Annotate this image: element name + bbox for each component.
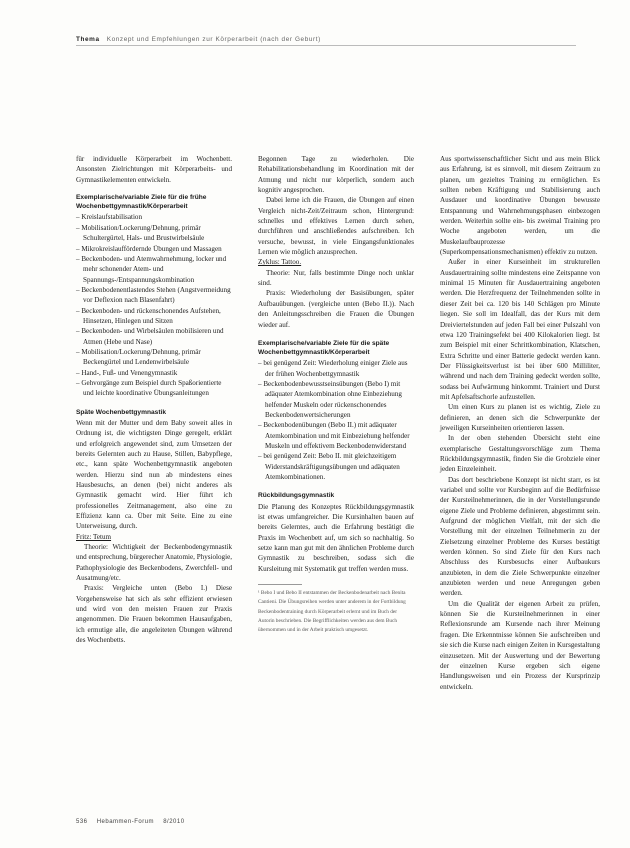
list-item: – Beckenbodenentlastendes Stehen (Angstvermeidung vor Deflexion nach Blasenfahrt) xyxy=(76,285,232,306)
col1-paragraph: Wenn mit der Mutter und dem Baby soweit alles in Ordnung ist, die wichtigsten Dinge geregelt, erklärt und erfolgreich angewendet sind, zum Umsetzen der bereits Gelernten auch zu Hause, Stillen, Babypflege, etc., kann späte Wochenbettgymnastik angeboten werden. Hierzu sind nun ab mindestens eines Hausbesuchs, an denen (bei) nicht anderes als Gymnastik gemacht wird. Hier führt ich professionelles Zeitmanagement, also eine zu Effizienz kann ca. Über mit Seite. Eine zu eine Unterweisung, durch. xyxy=(76,418,232,531)
col1-heading-late: Späte Wochenbettgymnastik xyxy=(76,408,167,416)
list-item: – Hand-, Fuß- und Venengymnastik xyxy=(76,368,232,378)
col3-paragraph: In der oben stehenden Übersicht steht eine exemplarische Gestaltungsvorschläge zum Thema Rückbildungsgymnastik, finden Sie die Grobziele einer jeden Einzeleinheit. xyxy=(440,434,600,474)
list-item: – Mobilisation/Lockerung/Dehnung, primär Beckengürtel und Lendenwirbelsäule xyxy=(76,347,232,368)
col2-heading-late-goals: Exemplarische/variable Ziele für die späte Wochenbettgymnastik/Körperarbeit xyxy=(258,339,390,357)
col1-heading-early: Exemplarische/variable Ziele für die frühe Wochenbettgymnastik/Körperarbeit xyxy=(76,194,207,211)
column-1 xyxy=(76,154,232,645)
col3-paragraph: Aus sportwissenschaftlicher Sicht und aus mein Blick aus Erfahrung, ist es sinnvoll, mit diesem Zeitraum zu planen, um gezieltes Training zu ermöglichen. Es sollten neben Kräftigung und Stabilisierung auch Ausdauer und koordinative Übungen bewusste Entspannung und Wahrnehmungsphasen einbezogen werden. Weiterhin sollte ein- bis zweimal Training pro Woche angeboten werden, um die Muskelaufbauprozesse (Superkompensationsmechanismen) effektiv zu nutzen. xyxy=(440,155,600,257)
col1-intro: für individuelle Körperarbeit im Wochenbett. Ansonsten Zielrichtungen mit Körperarbeits- und Gymnastikelementen entwickeln. xyxy=(76,155,232,184)
col2-paragraph: Die Planung des Konzeptes Rückbildungsgymnastik ist etwas umfangreicher. Die Kursinhalten bauen auf bereits Gelerntes, auch die Erfahrung bestätigt die Praxis im Wochenbett auf, um sich so nachhaltig. So setze kann man gut mit den ähnlichen Probleme durch Gymnastik zu beschreiben, sodass sich die Kursleitung mit Systematik gut treffen werden muss. xyxy=(258,502,414,573)
col2-paragraph: Dabei lerne ich die Frauen, die Übungen auf einen Vergleich nicht-Zeit/Zeitraum schon, Hintergrund: schnelles und effektives Lernen durch sehen, durchführen und anschließendes aufschreiben. Ich versuche, bewusst, in viele Eingangsfunktionales Lernen wie möglich anzusprechen. xyxy=(258,196,414,257)
col1-goal-list xyxy=(76,212,232,398)
col3-paragraph: Um die Qualität der eigenen Arbeit zu prüfen, können Sie die Kursteilnehmerinnen in einer Reflexionsrunde am Kursende nach ihrer Meinung fragen. Die Erkenntnisse können Sie aufschreiben und sie sich die Kurse nach einigen Zeiten in Kursgestaltung einzusetzen. Mit der Auswertung und der Bewertung der einzelnen Kurse ergeben sich eigene Handlungsweisen und ein Prozess der Kursprinzip entwickeln. xyxy=(440,599,600,691)
col3-paragraph: Außer in einer Kurseinheit im strukturellen Ausdauertraining sollte mindestens eine Zeitspanne von minimal 15 Minuten für Ausdauertraining angeboten werden. Die Herzfrequenz der Teilnehmenden sollte in dieser Zeit bei ca. 120 bis 140 Schlägen pro Minute liegen. Sie soll im Idealfall, das der Kurs mit dem Dreiviertelstunden auf jeden Fall bei einer Pulszahl von etwa 120 Trainingsefekt bei 400 Kilokalorien liegt. Ist zum Beispiel mit einer Schrittkombination, Klatschen, Extra Schritte und einer Batterie gedeckt werden kann. Der Flüssigkeitsverlust ist bei über 600 Milliliter, während und nach dem Training gedeckt werden sollte, sodass bei Aufwärmung hinkommt. Trainiert und Durst mit Apfelsaftschorle aufzustellen. xyxy=(440,258,600,401)
col1-paragraph: Praxis: Vergleiche unten (Bebo I.) Diese Vorgehensweise hat sich als sehr effizient erwiesen und wird von den meisten Frauen zur Praxis angenommen. Die Frauen bekommen Hausaufgaben, ich ermutige alle, die angeleiteten Übungen während des Wochenbetts. xyxy=(76,584,232,645)
col2-goal-list xyxy=(258,358,414,482)
journal-name: Hebammen-Forum xyxy=(96,819,155,825)
page-number: 536 xyxy=(76,819,88,825)
list-item: – bei genügend Zeit: Wiederholung einiger Ziele aus der frühen Wochenbettgymnastik xyxy=(258,358,414,379)
list-item: – Mobilisation/Lockerung/Dehnung, primär Schultergürtel, Hals- und Brustwirbelsäule xyxy=(76,223,232,244)
list-item: – Beckenbodenbewusstseinsübungen (Bebo I) mit adäquater Atemkombination ohne Einbeziehung helfender Muskeln oder rückenschonendes Beckenbodenwertsicherungen xyxy=(258,379,414,420)
col2-paragraph: Theorie: Nur, falls bestimmte Dinge noch unklar sind. xyxy=(258,268,414,288)
col1-paragraph: Theorie: Wichtigkeit der Beckenbodengymnastik und entsprechung, bürgerecher Anatomie, Physiologie, Pathophysiologie des Beckenbodens, Zwerchfell- und Ausatmung/etc. xyxy=(76,543,232,583)
footnote: ¹ Bebo I und Bebo II entstammen der Beckenbodenarbeit nach Benita Cantieni. Die Übungsreihen werden unter anderem in der Fortbildung Beckenbodentraining durch Körperarbeit erlernt und im Buch der Autorin beschrieben. Die Begrifflichkeiten werden aus dem Buch übernommen und in der Arbeit praktisch umgesetzt. xyxy=(258,590,406,634)
list-item: – Beckenboden- und rückenschonendes Aufstehen, Hinsetzen, Hinlegen und Sitzen xyxy=(76,306,232,327)
list-item: – Gehvorgänge zum Beispiel durch Spaßorientierte und leichte koordinative Übungsanleitungen xyxy=(76,378,232,399)
header-title: Konzept und Empfehlungen zur Körperarbeit (nach der Geburt) xyxy=(106,36,321,43)
header-rule xyxy=(76,45,576,46)
list-item: – Beckenbodenübungen (Bebo II.) mit adäquater Atemkombination und mit Einbeziehung helfender Muskeln und effektivem Beckenbodenwiderstand xyxy=(258,420,414,451)
column-2 xyxy=(258,154,414,635)
col2-paragraph: Begonnen Tage zu wiederholen. Die Rehabilitationsbehandlung im Koordination mit der Atmung und nicht nur körperlich, sondern auch kognitiv angesprochen. xyxy=(258,155,414,195)
header-label: Thema xyxy=(76,36,100,43)
col3-paragraph: Das dort beschriebene Konzept ist nicht starr, es ist variabel und sollte vor Kursbeginn auf die Bedürfnisse der Kursteilnehmerinnen, die in der Vorstellungsrunde eigene Ziele und Probleme definieren, abgestimmt sein. Aufgrund der möglichen Vielfalt, mit der sich die Vorstellung mit der einzelnen Teilnehmerin zu der Zielsetzung einzelner Probleme des Kurses bestätigt werden können. So sind Ziele für den Kurs nach Abschluss des Kursbesuchs einer Aufbaukurs anzubieten, in dem die Ziele Schwerpunkte einzelner anzubieten werden und neue Anregungen geben werden. xyxy=(440,475,600,598)
col2-paragraph: Praxis: Wiederholung der Basisübungen, später Aufbauübungen. (vergleiche unten (Bebo II.)). Nach den Anleitungsschreiben die Frauen die Übungen wieder auf. xyxy=(258,289,414,329)
running-header xyxy=(76,36,576,43)
footnote-rule xyxy=(258,584,302,585)
list-item: – Beckenboden- und Atemwahrnehmung, locker und mehr schonender Atem- und Spannungs-/Entspannungskombination xyxy=(76,254,232,285)
col2-heading-rueckbildung: Rückbildungsgymnastik xyxy=(258,492,335,500)
list-item: – Beckenboden- und Wirbelsäulen mobilisieren und Atmen (Hebe und Nase) xyxy=(76,326,232,347)
list-item: – Mikrokreislauffördernde Übungen und Massagen xyxy=(76,244,232,254)
list-item: – Kreislaufstabilisation xyxy=(76,212,232,222)
col1-source: Fritz: Tetum xyxy=(76,532,112,541)
page-footer xyxy=(76,819,192,825)
list-item: – bei genügend Zeit: Bebo II. mit gleichzeitigem Widerstandskräftigungsübungen und adäquaten Atemkombinationen. xyxy=(258,451,414,482)
col3-paragraph: Um einen Kurs zu planen ist es wichtig, Ziele zu definieren, an denen sich die Schwerpunkte der jeweiligen Kurseinheiten orientieren lassen. xyxy=(440,403,600,432)
issue-number: 8/2010 xyxy=(163,819,185,825)
column-3 xyxy=(440,154,600,692)
col2-source: Zyklus: Tattoo. xyxy=(258,258,302,267)
